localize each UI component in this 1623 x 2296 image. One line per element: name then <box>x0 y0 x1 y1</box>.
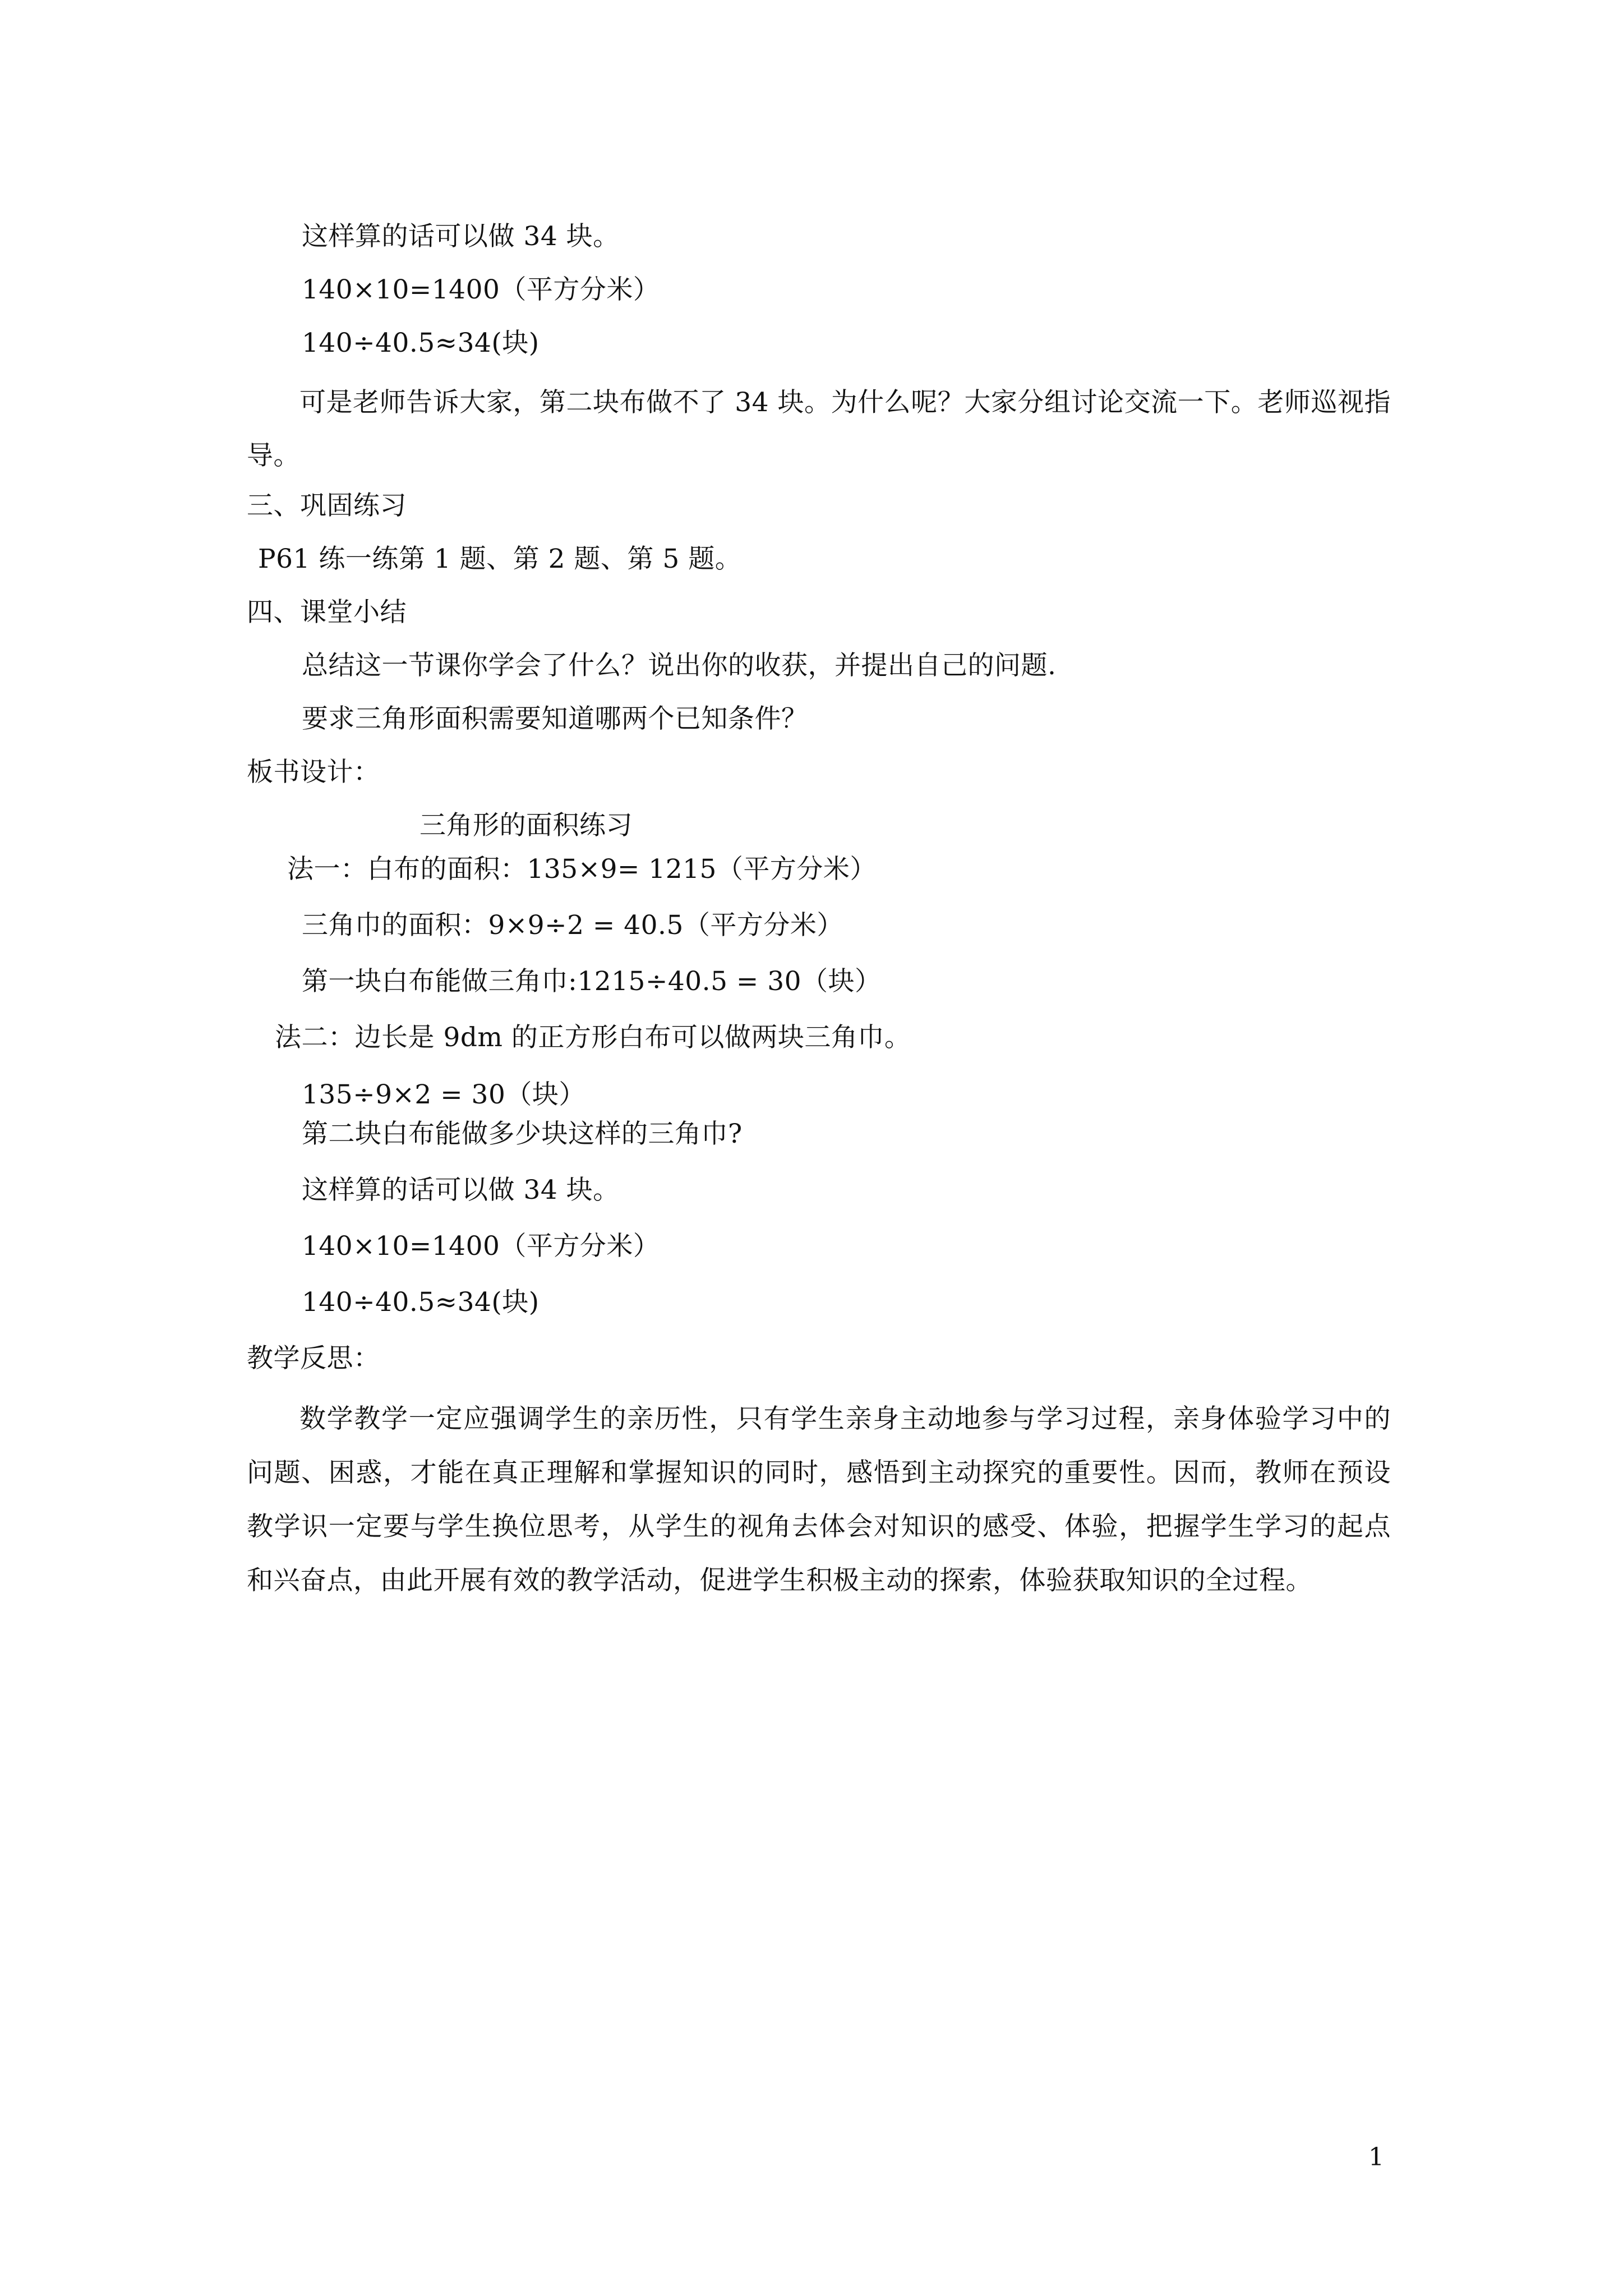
board-heading: 板书设计： <box>247 757 380 788</box>
section-4-heading: 四、课堂小结 <box>247 597 407 628</box>
board-line-c: 140÷40.5≈34(块) <box>302 1287 540 1318</box>
board-title: 三角形的面积练习 <box>419 810 633 841</box>
reflection-paragraph: 数学教学一定应强调学生的亲历性，只有学生亲身主动地参与学习过程，亲身体验学习中的问题、困惑，才能在真正理解和掌握知识的同时，感悟到主动探究的重要性。因而，教师在预设教学识一定要与学生换位思考，从学生的视角去体会对知识的感受、体验，把握学生学习的起点和兴奋点，由此开展有效的教学活动，促进学生积极主动的探索，体验获取知识的全过程。 <box>247 1404 1391 1596</box>
top-line-1: 这样算的话可以做 34 块。 <box>302 221 620 252</box>
section-4-line-2: 要求三角形面积需要知道哪两个已知条件？ <box>302 703 808 734</box>
board-line-a: 这样算的话可以做 34 块。 <box>302 1175 620 1205</box>
board-method-1-line-3: 第一块白布能做三角巾:1215÷40.5 = 30（块） <box>302 966 882 997</box>
board-line-b: 140×10=1400（平方分米） <box>302 1231 660 1262</box>
top-line-2: 140×10=1400（平方分米） <box>302 274 660 305</box>
board-method-2: 法二：边长是 9dm 的正方形白布可以做两块三角巾。 <box>275 1022 911 1053</box>
board-method-1-line-2: 三角巾的面积：9×9÷2 = 40.5（平方分米） <box>302 910 843 941</box>
section-4-line-1: 总结这一节课你学会了什么？说出你的收获，并提出自己的问题. <box>302 650 1057 681</box>
top-line-3: 140÷40.5≈34(块) <box>302 328 540 358</box>
board-method-1: 法一：白布的面积：135×9= 1215（平方分米） <box>287 854 877 885</box>
section-3-heading: 三、巩固练习 <box>247 490 407 521</box>
section-3-text: P61 练一练第 1 题、第 2 题、第 5 题。 <box>258 544 742 574</box>
top-paragraph: 可是老师告诉大家，第二块布做不了 34 块。为什么呢？大家分组讨论交流一下。老师巡视指导。 <box>247 387 1391 471</box>
board-method-2-line-2: 135÷9×2 = 30（块） <box>302 1079 585 1110</box>
board-question: 第二块白布能做多少块这样的三角巾? <box>302 1119 743 1149</box>
page-number: 1 <box>1368 2143 1384 2171</box>
reflection-heading: 教学反思： <box>247 1343 380 1374</box>
